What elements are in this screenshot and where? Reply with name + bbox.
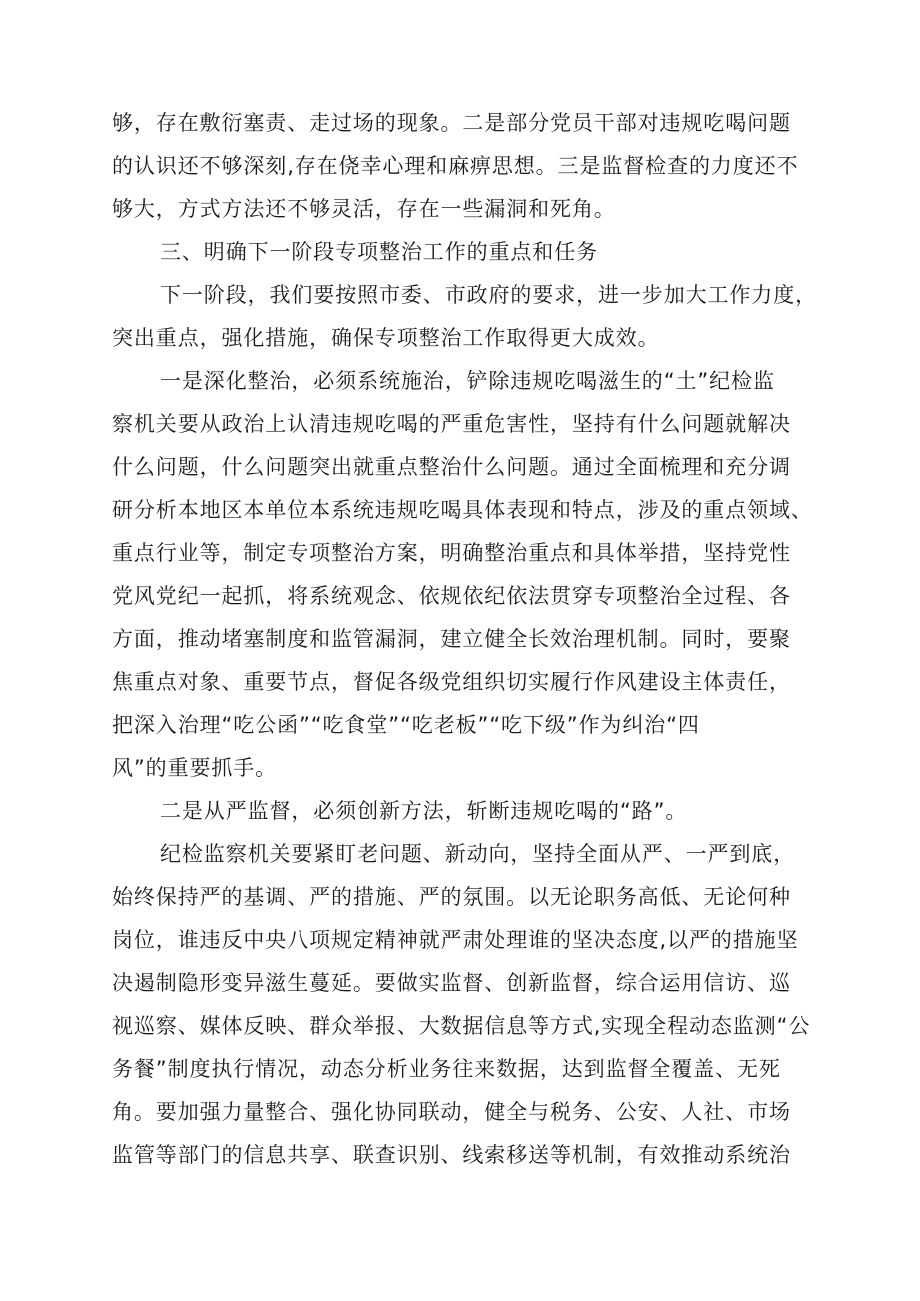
body-text-line: 什么问题，什么问题突出就重点整治什么问题。通过全面梳理和充分调 (112, 455, 791, 479)
section-heading: 三、明确下一阶段专项整治工作的重点和任务 (160, 240, 598, 264)
body-text-line: 方面，推动堵塞制度和监管漏洞，建立健全长效治理机制。同时，要聚 (112, 627, 791, 651)
body-text-line: 的认识还不够深刻,存在侥幸心理和麻痹思想。三是监督检查的力度还不 (112, 154, 799, 178)
body-text-line: 一是深化整治，必须系统施治，铲除违规吃喝滋生的“土”纪检监 (160, 369, 775, 393)
body-text-line: 二是从严监督，必须创新方法，斩断违规吃喝的“路”。 (160, 799, 688, 823)
body-text-line: 突出重点，强化措施，确保专项整治工作取得更大成效。 (112, 326, 660, 350)
body-text-line: 务餐”制度执行情况，动态分析业务往来数据，达到监督全覆盖、无死 (112, 1057, 781, 1081)
body-text-line: 视巡察、媒体反映、群众举报、大数据信息等方式,实现全程动态监测“公 (112, 1014, 811, 1038)
body-text-line: 始终保持严的基调、严的措施、严的氛围。以无论职务高低、无论何种 (112, 885, 791, 909)
body-text-line: 下一阶段，我们要按照市委、市政府的要求，进一步加大工作力度， (160, 283, 817, 307)
body-text-line: 角。要加强力量整合、强化协同联动，健全与税务、公安、人社、市场 (112, 1100, 791, 1124)
body-text-line: 研分析本地区本单位本系统违规吃喝具体表现和特点，涉及的重点领域、 (112, 498, 813, 522)
body-text-line: 察机关要从政治上认清违规吃喝的严重危害性，坚持有什么问题就解决 (112, 412, 791, 436)
body-text-line: 监管等部门的信息共享、联查识别、线索移送等机制，有效推动系统治 (112, 1143, 791, 1167)
body-text-line: 够大，方式方法还不够灵活，存在一些漏洞和死角。 (112, 197, 616, 221)
body-text-line: 纪检监察机关要紧盯老问题、新动向，坚持全面从严、一严到底， (160, 842, 796, 866)
body-text-line: 岗位，谁违反中央八项规定精神就严肃处理谁的坚决态度,以严的措施坚 (112, 928, 799, 952)
body-text-line: 决遏制隐形变异滋生蔓延。要做实监督、创新监督，综合运用信访、巡 (112, 971, 791, 995)
body-text-line: 风”的重要抓手。 (112, 756, 278, 780)
body-text-line: 重点行业等，制定专项整治方案，明确整治重点和具体举措，坚持党性 (112, 541, 791, 565)
body-text-line: 焦重点对象、重要节点，督促各级党组织切实履行作风建设主体责任， (112, 670, 791, 694)
body-text-line: 党风党纪一起抓，将系统观念、依规依纪依法贯穿专项整治全过程、各 (112, 584, 791, 608)
body-text-line: 够，存在敷衍塞责、走过场的现象。二是部分党员干部对违规吃喝问题 (112, 111, 791, 135)
body-text-line: 把深入治理“吃公函”“吃食堂”“吃老板”“吃下级”作为纠治“四 (112, 713, 700, 737)
